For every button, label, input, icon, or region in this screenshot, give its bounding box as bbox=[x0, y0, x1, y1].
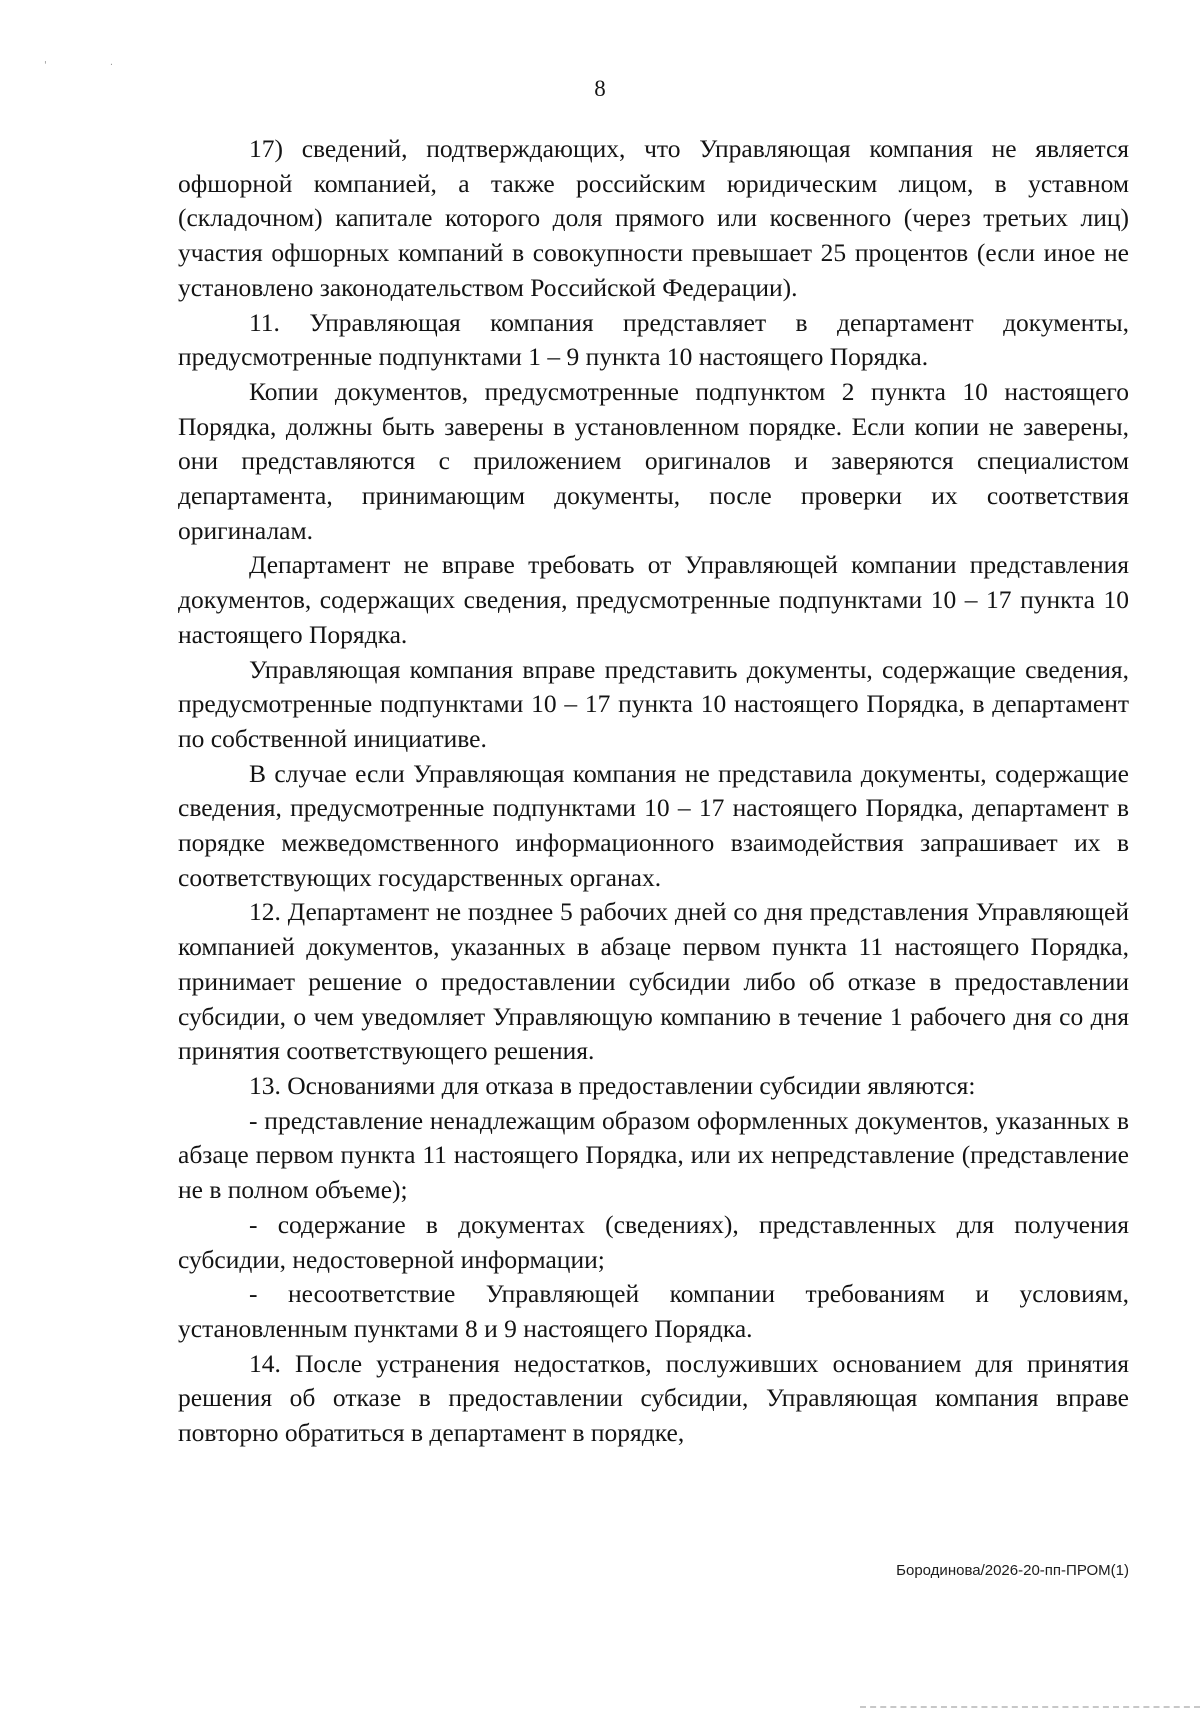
paragraph-own-initiative: Управляющая компания вправе представить документы, содержащие сведения, предусмотренные подпунктами 10 – 17 пункта 10 настоящего Порядка, в департамент по собственной инициативе. bbox=[178, 654, 1129, 753]
list-item-nonconformity: - несоответствие Управляющей компании требованиям и условиям, установленным пунктами 8 и 9 настоящего Порядка. bbox=[178, 1279, 1129, 1343]
scan-edge-line bbox=[860, 1706, 1200, 1708]
paragraph-14: 14. После устранения недостатков, послуживших основанием для принятия решения об отказе в предоставлении субсидии, Управляющая компания вправе повторно обратиться в департамент в порядке, bbox=[178, 1348, 1129, 1448]
document-body bbox=[178, 132, 1129, 1451]
paragraph-11: 11. Управляющая компания представляет в департамент документы, предусмотренные подпунктами 1 – 9 пункта 10 настоящего Порядка. bbox=[178, 307, 1129, 372]
scan-artifact-marks: ' · bbox=[44, 60, 144, 71]
paragraph-department-not-entitled: Департамент не вправе требовать от Управляющей компании представления документов, содержащих сведения, предусмотренные подпунктами 10 – 17 пункта 10 настоящего Порядка. bbox=[178, 550, 1129, 649]
list-item-false-information: - содержание в документах (сведениях), представленных для получения субсидии, недостоверной информации; bbox=[178, 1209, 1129, 1274]
paragraph-12: 12. Департамент не позднее 5 рабочих дней со дня представления Управляющей компанией документов, указанных в абзаце первом пункта 11 настоящего Порядка, принимает решение о предоставлении субсидии либо об отказе в предоставлении субсидии, о чем уведомляет Управляющую компанию в течение 1 рабочего дня со дня принятия соответствующего решения. bbox=[178, 897, 1129, 1066]
document-footer-id: Бородинова/2026-20-пп-ПРОМ(1) bbox=[896, 1562, 1129, 1579]
page-number: 8 bbox=[594, 76, 606, 101]
paragraph-interagency-request: В случае если Управляющая компания не представила документы, содержащие сведения, предусмотренные подпунктами 10 – 17 настоящего Порядка, департамент в порядке межведомственного информационного взаимодействия запрашивает их в соответствующих государственных органах. bbox=[178, 758, 1129, 892]
paragraph-13: 13. Основаниями для отказа в предоставлении субсидии являются: bbox=[249, 1070, 976, 1100]
paragraph-copies: Копии документов, предусмотренные подпунктом 2 пункта 10 настоящего Порядка, должны быть заверены в установленном порядке. Если копии не заверены, они представляются с приложением оригиналов и заверяются специалистом департамента, принимающим документы, после проверки их соответствия оригиналам. bbox=[178, 376, 1129, 545]
list-item-improper-documents: - представление ненадлежащим образом оформленных документов, указанных в абзаце первом пункта 11 настоящего Порядка, или их непредставление (представление не в полном объеме); bbox=[178, 1105, 1129, 1205]
paragraph-item-17: 17) сведений, подтверждающих, что Управляющая компания не является офшорной компанией, а также российским юридическим лицом, в уставном (складочном) капитале которого доля прямого или косвенного (через третьих лиц) участия офшорных компаний в совокупности превышает 25 процентов (если иное не установлено законодательством Российской Федерации). bbox=[178, 134, 1129, 302]
